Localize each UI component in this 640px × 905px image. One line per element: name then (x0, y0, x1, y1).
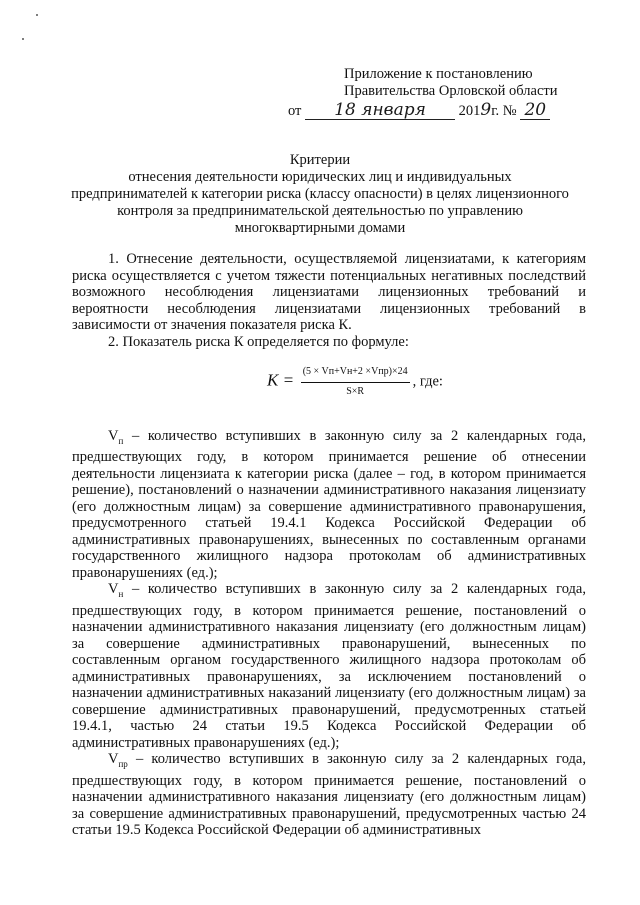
variable-subscript: пр (118, 759, 128, 770)
definition-vn (72, 581, 586, 751)
formula-numerator: (5 × Vп+Vн+2 ×Vпр)×24 (301, 364, 410, 383)
formula-tail: , где: (412, 373, 443, 390)
formula-lhs: K = (267, 370, 295, 390)
title-line-2: отнесения деятельности юридических лиц и индивидуальных (128, 169, 512, 185)
handwritten-number: 20 (520, 102, 550, 120)
handwritten-date: 18 января (305, 102, 455, 120)
formula-fraction (301, 364, 410, 400)
risk-formula (124, 364, 586, 400)
appendix-line-1: Приложение к постановлению (344, 66, 533, 82)
variable-symbol: V (108, 581, 119, 598)
definition-vp (72, 428, 586, 581)
variable-subscript: н (118, 589, 124, 600)
date-prefix: от (288, 103, 302, 119)
year-prefix: 201 (458, 103, 481, 119)
title-line-3: предпринимателей к категории риска (классу опасности) в целях лицензионного (71, 186, 569, 202)
variable-subscript: п (118, 435, 124, 446)
definition-text: – количество вступивших в законную силу за 2 календарных года, предшествующих году, в котором принимается решение, постановлений о назначении административного наказания лицензиату (его должностным лицам) за совершение административных правонарушений, предусмотренных частью 24 статьи 19.5 Кодекса Российской Федерации об административных (72, 751, 586, 839)
document-title (60, 152, 580, 237)
title-line-5: многоквартирными домами (234, 220, 406, 236)
document-body (72, 251, 586, 839)
variable-symbol: V (108, 751, 119, 768)
title-line-4: контроля за предпринимательской деятельностью по управлению (117, 203, 523, 219)
definition-text: – количество вступивших в законную силу за 2 календарных года, предшествующих году, в котором принимается решение, постановлений о назначении административного наказания лицензиату (его должностным лицам) за совершение административных правонарушений, вынесенных по составленным органом государственного жилищного надзора протоколам об административных правонарушениях, за исключением постановлений о назначении административных наказаний лицензиату (его должностным лицам) за совершение административных правонарушений, предусмотренных статьей 19.4.1, частью 24 статьи 19.5 Кодекса Российской Федерации об административных правонарушениях (ед.); (72, 581, 586, 751)
paragraph-1: 1. Отнесение деятельности, осуществляемой лицензиатами, к категориям риска осуществляется с учетом тяжести потенциальных негативных последствий возможного несоблюдения лицензиатами лицензионных требований и вероятности несоблюдения лицензиатами лицензионных требований в зависимости от значения показателя риска К. (72, 251, 586, 333)
scan-speck (36, 14, 38, 16)
formula-denominator: S×R (346, 385, 365, 397)
variable-symbol: V (108, 428, 119, 444)
appendix-line-2: Правительства Орловской области (344, 83, 558, 99)
appendix-date-line (288, 102, 588, 120)
scan-speck (22, 38, 24, 40)
title-word: Критерии (289, 152, 351, 168)
paragraph-2: 2. Показатель риска К определяется по формуле: (108, 333, 409, 350)
definition-vpr (72, 751, 586, 838)
number-prefix: г. № (491, 103, 517, 119)
definition-text: – количество вступивших в законную силу за 2 календарных года, предшествующих году, в котором принимается решение об отнесении деятельности лицензиата к категории риска (далее – год, в котором принимается решение), постановлений о назначении административного наказания лицензиату (его должностным лицам) за совершение административного правонарушения, предусмотренного статьей 19.4.1 Кодекса Российской Федерации об административных правонарушениях, вынесенных по составленным органами государственного жилищного надзора протоколам об административных правонарушениях (ед.); (72, 428, 586, 581)
handwritten-year-digit: 9 (480, 100, 492, 120)
